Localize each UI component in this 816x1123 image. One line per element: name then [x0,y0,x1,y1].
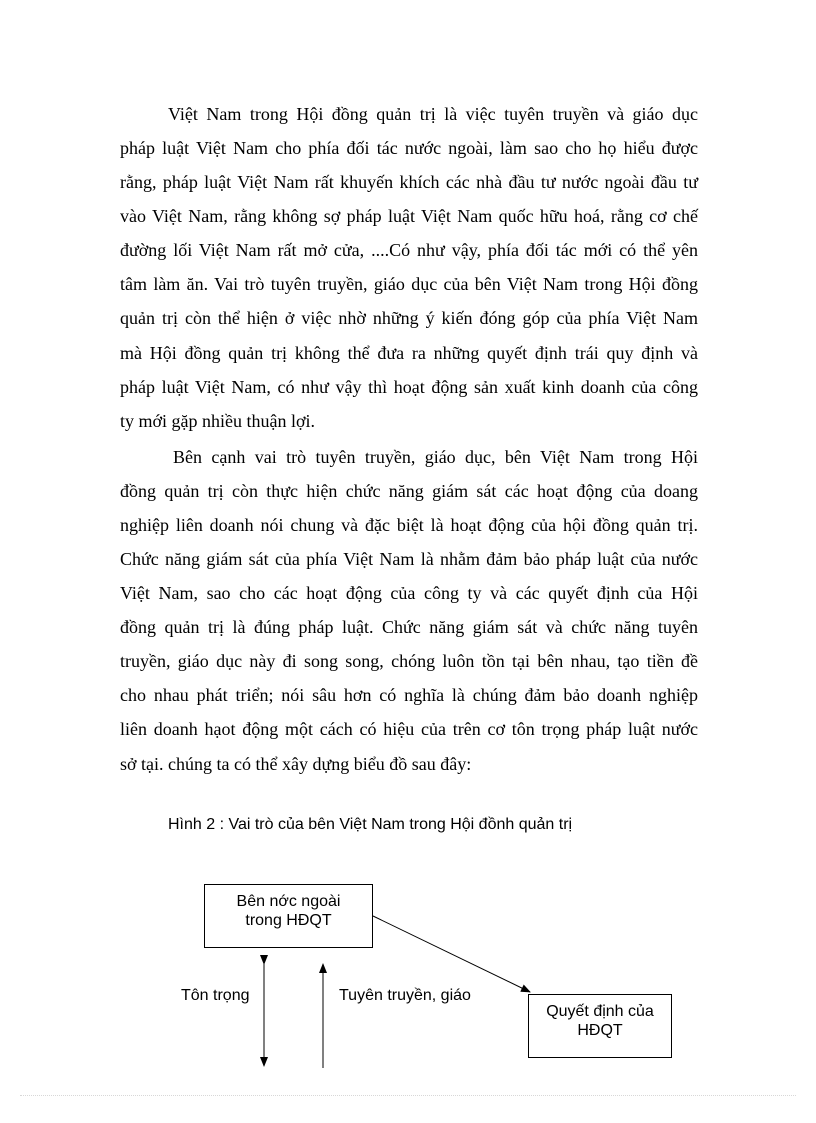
paragraph-1-line-1: Việt Nam trong Hội đồng quản trị là việc tuyên truyền và giáo dục [168,104,698,124]
paragraph-2-line-9: liên doanh hạot động một cách có hiệu của trên cơ tôn trọng pháp luật nước [120,719,698,739]
page-bottom-divider [20,1095,796,1096]
paragraph-1-line-10: ty mới gặp nhiều thuận lợi. [120,411,316,431]
paragraph-2-line-3: nghiệp liên doanh nói chung và đặc biệt là hoạt động của hội đồng quản trị. [120,515,698,535]
figure-caption: Hình 2 : Vai trò của bên Việt Nam trong Hội đồnh quản trị [168,816,573,833]
paragraph-1-line-3: rằng, pháp luật Việt Nam rất khuyến khích các nhà đầu tư nước ngoài đầu tư [120,172,698,192]
foreign-party-line-1: Bên nớc ngoài [236,893,341,910]
paragraph-2-line-7: truyền, giáo dục này đi song song, chóng luôn tồn tại bên nhau, tạo tiền đề [120,651,698,671]
board-decision-line-1: Quyết định của [546,1003,654,1020]
foreign-party-box [204,884,373,948]
paragraph-2-line-10: sở tại. chúng ta có thể xây dựng biểu đồ sau đây: [120,754,472,774]
paragraph-1-line-4: vào Việt Nam, rằng không sợ pháp luật Việt Nam quốc hữu hoá, rằng cơ chế [120,206,698,226]
paragraph-2-line-8: cho nhau phát triển; nói sâu hơn có nghĩa là chúng đảm bảo doanh nghiệp [120,685,698,705]
paragraph-2-line-4: Chức năng giám sát của phía Việt Nam là nhằm đảm bảo pháp luật của nước [120,549,698,569]
paragraph-1-line-8: mà Hội đồng quản trị không thể đưa ra những quyết định trái quy định và [120,343,698,363]
paragraph-1-line-5: đường lối Việt Nam rất mở cửa, ....Có như vậy, phía đối tác mới có thể yên [120,240,698,260]
foreign-party-line-2: trong HĐQT [245,912,332,929]
paragraph-1-line-9: pháp luật Việt Nam, có như vậy thì hoạt động sản xuất kinh doanh của công [120,377,698,397]
paragraph-1-line-2: pháp luật Việt Nam cho phía đối tác nước ngoài, làm sao cho họ hiểu được [120,138,698,158]
board-decision-line-2: HĐQT [577,1022,623,1039]
propaganda-label: Tuyên truyền, giáo [339,987,471,1004]
board-decision-box [528,994,672,1058]
paragraph-2-line-5: Việt Nam, sao cho các hoạt động của công ty và các quyết định của Hội [120,583,698,603]
respect-label: Tôn trọng [181,987,250,1004]
paragraph-2-line-6: đồng quản trị là đúng pháp luật. Chức năng giám sát và chức năng tuyên [120,617,698,637]
paragraph-2-line-1: Bên cạnh vai trò tuyên truyền, giáo dục, bên Việt Nam trong Hội [173,447,698,467]
arrow-to-decision [373,916,530,992]
paragraph-1-line-7: quản trị còn thể hiện ở việc nhờ những ý kiến đóng góp của phía Việt Nam [120,308,698,328]
paragraph-2-line-2: đồng quản trị còn thực hiện chức năng giám sát các hoạt động của doang [120,481,698,501]
paragraph-1-line-6: tâm làm ăn. Vai trò tuyên truyền, giáo dục của bên Việt Nam trong Hội đồng [120,274,698,294]
